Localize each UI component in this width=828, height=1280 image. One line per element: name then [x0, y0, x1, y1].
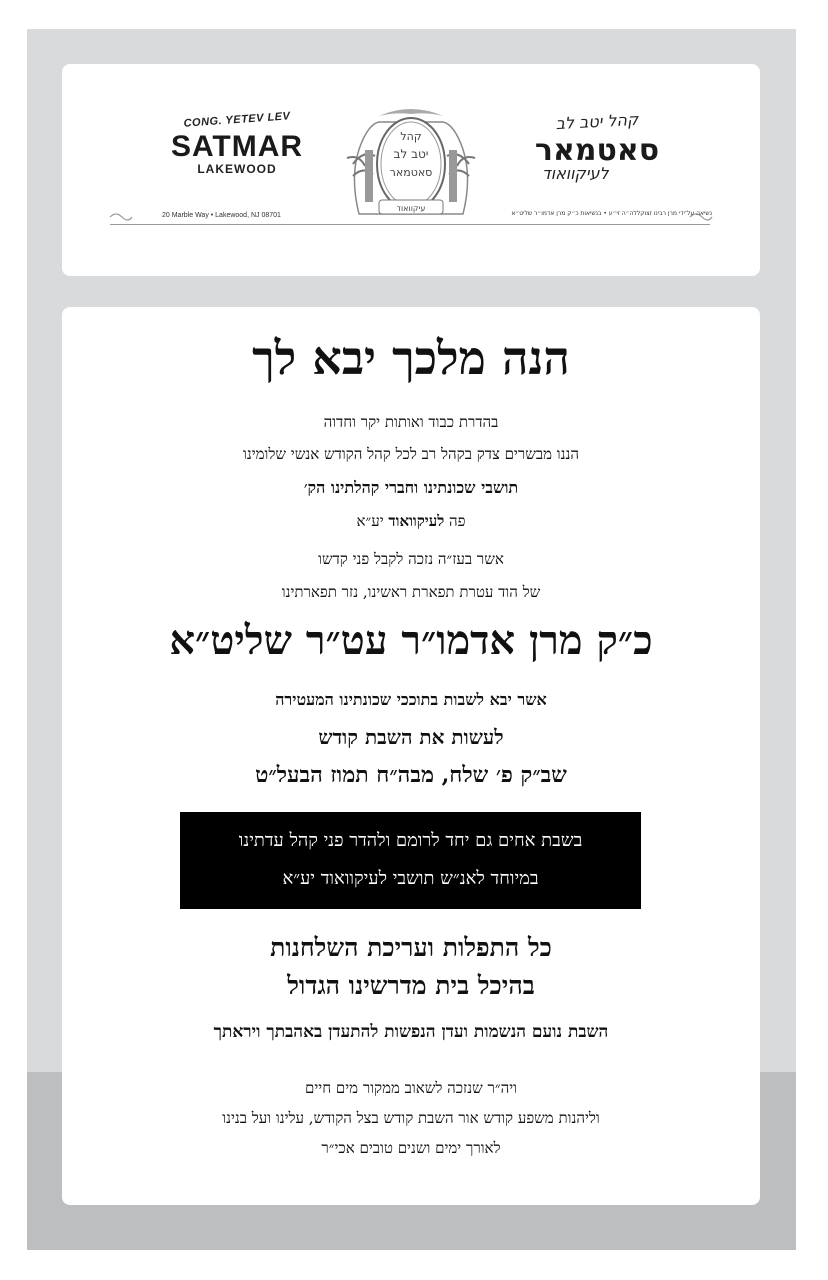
line-10: כל התפלות ועריכת השלחנות [270, 933, 552, 962]
lakewood-name-en: LAKEWOOD [197, 162, 277, 176]
line-14: וליהנות משפע קודש אור השבת קודש בצל הקודש, עלינו ועל בנינו [222, 1109, 600, 1127]
announcement-card [62, 307, 760, 1205]
box-line-2: במיוחד לאנ״ש תושבי לעיקוואוד יע״א [282, 868, 539, 889]
line-4-lakewood: לעיקוואוד [388, 512, 445, 530]
line-9: שב״ק פ׳ שלח, מבה״ח תמוז הבעל״ט [255, 762, 567, 788]
line-4-c: יע״א [356, 512, 389, 530]
emblem-text-3: סאטמאר [389, 166, 433, 179]
lakewood-name-he: לעיקוואוד [542, 164, 609, 183]
tagline-he: נשיאה על־ידי מרן רבינו זצוקללה״ה זי״ע • בנשיאות כ״ק מרן אדמו״ר שליט״א [511, 210, 712, 217]
ornament-left [108, 210, 134, 224]
hebrew-logo [512, 109, 682, 183]
cong-name-en: CONG. YETEV LEV [183, 110, 291, 130]
line-1: בהדרת כבוד ואותות יקר וחדוה [323, 413, 499, 431]
box-line-1: בשבת אחים גם יחד לרומם ולהדר פני קהל עדתינו [238, 830, 583, 851]
line-12: השבת נועם הנשמות ועדן הנפשות להתעדן באהבתך ויראתך [213, 1022, 609, 1042]
kehal-name-he: קהל יטב לב [555, 109, 639, 134]
highlight-box [180, 812, 641, 909]
satmar-name-he: סאטמאר [534, 133, 660, 168]
address: 20 Marble Way • Lakewood, NJ 08701 [162, 212, 281, 219]
letterhead [62, 64, 760, 276]
emblem-text-1: קהל [400, 130, 422, 143]
line-11: בהיכל בית מדרשינו הגדול [287, 971, 535, 1000]
header-rule [110, 224, 710, 225]
line-3: תושבי שכונתינו וחברי קהלתינו הק׳ [303, 478, 519, 497]
line-6: של הוד עטרת תפארת ראשינו, נזר תפארתינו [281, 583, 541, 601]
line-8: לעשות את השבת קודש [318, 725, 504, 749]
line-2: הננו מבשרים צדק בקהל רב לכל קהל הקודש אנשי שלומינו [243, 445, 579, 463]
rebbe-title: כ״ק מרן אדמו״ר עט״ר שליט״א [169, 617, 653, 664]
satmar-name-en: SATMAR [170, 130, 304, 163]
line-13: ויה״ר שנזכה לשאוב ממקור מים חיים [305, 1079, 517, 1097]
congregation-emblem [339, 104, 483, 226]
english-logo [162, 110, 312, 176]
announcement-title: הנה מלכך יבא לך [252, 331, 570, 385]
emblem-text-2: יטב לב [393, 147, 429, 161]
line-15: לאורך ימים ושנים טובים אכי״ר [321, 1139, 501, 1157]
line-4 [62, 512, 760, 531]
line-7: אשר יבא לשבות בתוככי שכונתינו המעטירה [275, 690, 547, 709]
emblem-text-4: עיקוואוד [396, 204, 426, 213]
line-5: אשר בעז״ה נזכה לקבל פני קדשו [318, 550, 504, 568]
line-4-a: פה [444, 512, 466, 530]
